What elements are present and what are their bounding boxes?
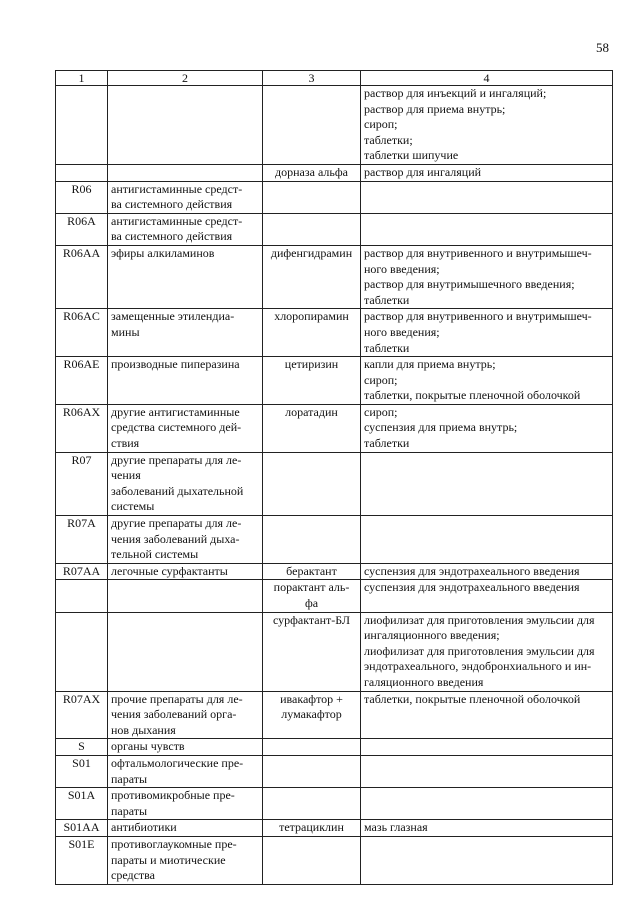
- atc-code-cell: [56, 739, 108, 756]
- cell-text-line: S01AA: [63, 820, 100, 835]
- cell-text-line: таблетки, покрытые пленочной оболочкой: [364, 388, 581, 403]
- cell-text-line: другие антигистаминные: [111, 404, 240, 419]
- cell-text-line: тетрациклин: [279, 820, 344, 835]
- cell-text-line: хлоропирамин: [274, 309, 349, 324]
- cell-text-line: ингаляционного введения;: [364, 628, 500, 643]
- cell-text-line: дифенгидрамин: [270, 245, 353, 260]
- drug-name-cell: [263, 86, 361, 165]
- cell-text-line: офтальмологические пре-: [111, 755, 244, 770]
- cell-text-line: R07AA: [62, 563, 101, 578]
- table-row: [56, 580, 613, 612]
- group-name-cell: [108, 245, 263, 308]
- cell-text-line: мазь глазная: [364, 820, 428, 835]
- group-name-cell: [108, 357, 263, 405]
- group-name-cell: [108, 691, 263, 739]
- drug-name-cell: [263, 213, 361, 245]
- atc-code-cell: [56, 86, 108, 165]
- cell-text-line: чения заболеваний дыха-: [111, 531, 240, 546]
- drug-name-cell: [263, 357, 361, 405]
- cell-text-line: ивакафтор +: [280, 691, 343, 706]
- cell-text-line: противомикробные пре-: [111, 788, 235, 803]
- cell-text-line: чения: [111, 468, 141, 483]
- cell-text-line: R06: [71, 181, 92, 196]
- cell-text-line: R07A: [67, 516, 96, 531]
- atc-code-cell: [56, 563, 108, 580]
- group-name-cell: [108, 404, 263, 452]
- cell-text-line: ва системного действия: [111, 197, 233, 212]
- column-header-1: 1: [56, 71, 108, 86]
- table-row: [56, 612, 613, 691]
- table-row: [56, 452, 613, 515]
- cell-text-line: лиофилизат для приготовления эмульсии для: [364, 643, 595, 658]
- table-row: [56, 181, 613, 213]
- cell-text-line: S: [78, 739, 85, 754]
- cell-text-line: производные пиперазина: [111, 357, 240, 372]
- cell-text-line: раствор для внутримышечного введения;: [364, 277, 575, 292]
- cell-text-line: таблетки, покрытые пленочной оболочкой: [364, 691, 581, 706]
- dosage-form-cell: [361, 213, 613, 245]
- cell-text-line: фа: [304, 596, 319, 610]
- atc-code-cell: [56, 245, 108, 308]
- cell-text-line: ва системного действия: [111, 229, 233, 244]
- group-name-cell: [108, 452, 263, 515]
- dosage-form-cell: [361, 452, 613, 515]
- group-name-cell: [108, 580, 263, 612]
- cell-text-line: S01A: [67, 788, 96, 803]
- atc-code-cell: [56, 404, 108, 452]
- group-name-cell: [108, 820, 263, 837]
- drug-name-cell: [263, 181, 361, 213]
- drug-name-cell: [263, 164, 361, 181]
- cell-text-line: капли для приема внутрь;: [364, 357, 496, 372]
- table-row: [56, 309, 613, 357]
- table-row: [56, 86, 613, 165]
- cell-text-line: галяционного введения: [364, 674, 484, 689]
- cell-text-line: чения заболеваний орга-: [111, 707, 237, 722]
- atc-code-cell: [56, 164, 108, 181]
- cell-text-line: таблетки шипучие: [364, 148, 459, 163]
- cell-text-line: таблетки: [364, 292, 410, 307]
- cell-text-line: параты: [111, 803, 148, 818]
- cell-text-line: дорназа альфа: [275, 164, 348, 179]
- atc-code-cell: [56, 612, 108, 691]
- drug-classification-table: [55, 70, 613, 885]
- drug-name-cell: [263, 788, 361, 820]
- table-row: [56, 563, 613, 580]
- cell-text-line: S01E: [68, 836, 95, 851]
- dosage-form-cell: [361, 309, 613, 357]
- atc-code-cell: [56, 788, 108, 820]
- drug-name-cell: [263, 452, 361, 515]
- table-row: [56, 820, 613, 837]
- group-name-cell: [108, 755, 263, 787]
- group-name-cell: [108, 164, 263, 181]
- cell-text-line: S01: [72, 755, 91, 770]
- cell-text-line: R06A: [67, 213, 96, 228]
- column-header-3: 3: [263, 71, 361, 86]
- table-row: [56, 404, 613, 452]
- dosage-form-cell: [361, 580, 613, 612]
- cell-text-line: лумакафтор: [281, 707, 342, 722]
- table-row: [56, 357, 613, 405]
- cell-text-line: параты и миотические: [111, 852, 226, 867]
- cell-text-line: прочие препараты для ле-: [111, 691, 243, 706]
- cell-text-line: таблетки: [364, 340, 410, 355]
- cell-text-line: антибиотики: [111, 820, 177, 835]
- drug-name-cell: [263, 516, 361, 564]
- cell-text-line: раствор для приема внутрь;: [364, 101, 506, 116]
- table-row: [56, 245, 613, 308]
- cell-text-line: органы чувств: [111, 739, 185, 754]
- atc-code-cell: [56, 755, 108, 787]
- cell-text-line: антигистаминные средст-: [111, 181, 243, 196]
- column-header-2: 2: [108, 71, 263, 86]
- cell-text-line: мины: [111, 324, 140, 339]
- cell-text-line: R07AX: [62, 691, 101, 706]
- cell-text-line: эфиры алкиламинов: [111, 245, 215, 260]
- column-header-4: 4: [361, 71, 613, 86]
- cell-text-line: R06AX: [62, 404, 101, 419]
- cell-text-line: раствор для ингаляций: [364, 164, 482, 179]
- group-name-cell: [108, 86, 263, 165]
- atc-code-cell: [56, 836, 108, 884]
- dosage-form-cell: [361, 245, 613, 308]
- cell-text-line: R07: [71, 452, 92, 467]
- table-row: [56, 516, 613, 564]
- drug-name-cell: [263, 739, 361, 756]
- drug-name-cell: [263, 691, 361, 739]
- cell-text-line: лоратадин: [285, 404, 338, 419]
- cell-text-line: другие препараты для ле-: [111, 516, 242, 531]
- dosage-form-cell: [361, 739, 613, 756]
- cell-text-line: раствор для внутривенного и внутримышеч-: [364, 309, 592, 324]
- drug-name-cell: [263, 820, 361, 837]
- cell-text-line: суспензия для эндотрахеального введения: [364, 580, 580, 595]
- table-row: [56, 739, 613, 756]
- cell-text-line: параты: [111, 771, 148, 786]
- cell-text-line: R06AE: [63, 357, 100, 372]
- drug-name-cell: [263, 580, 361, 612]
- drug-name-cell: [263, 563, 361, 580]
- dosage-form-cell: [361, 755, 613, 787]
- cell-text-line: R06AC: [63, 309, 100, 324]
- atc-code-cell: [56, 357, 108, 405]
- cell-text-line: замещенные этилендиа-: [111, 309, 235, 324]
- table-header-row: [56, 71, 613, 86]
- group-name-cell: [108, 788, 263, 820]
- table-row: [56, 755, 613, 787]
- drug-name-cell: [263, 404, 361, 452]
- cell-text-line: суспензия для эндотрахеального введения: [364, 563, 580, 578]
- dosage-form-cell: [361, 164, 613, 181]
- dosage-form-cell: [361, 357, 613, 405]
- group-name-cell: [108, 612, 263, 691]
- cell-text-line: противоглаукомные пре-: [111, 836, 237, 851]
- cell-text-line: берактант: [286, 563, 337, 578]
- cell-text-line: другие препараты для ле-: [111, 452, 242, 467]
- dosage-form-cell: [361, 86, 613, 165]
- group-name-cell: [108, 516, 263, 564]
- drug-name-cell: [263, 755, 361, 787]
- cell-text-line: раствор для внутривенного и внутримышеч-: [364, 245, 592, 260]
- dosage-form-cell: [361, 404, 613, 452]
- cell-text-line: заболеваний дыхательной: [111, 483, 244, 498]
- table-row: [56, 788, 613, 820]
- table-row: [56, 691, 613, 739]
- cell-text-line: раствор для инъекций и ингаляций;: [364, 86, 547, 100]
- cell-text-line: R06AA: [62, 245, 101, 260]
- group-name-cell: [108, 181, 263, 213]
- atc-code-cell: [56, 309, 108, 357]
- atc-code-cell: [56, 820, 108, 837]
- dosage-form-cell: [361, 836, 613, 884]
- cell-text-line: антигистаминные средст-: [111, 213, 243, 228]
- dosage-form-cell: [361, 516, 613, 564]
- dosage-form-cell: [361, 691, 613, 739]
- dosage-form-cell: [361, 820, 613, 837]
- table-row: [56, 164, 613, 181]
- dosage-form-cell: [361, 788, 613, 820]
- cell-text-line: лиофилизат для приготовления эмульсии для: [364, 612, 595, 627]
- cell-text-line: ного введения;: [364, 261, 440, 276]
- atc-code-cell: [56, 181, 108, 213]
- cell-text-line: средства системного дей-: [111, 420, 242, 435]
- group-name-cell: [108, 309, 263, 357]
- cell-text-line: средства: [111, 868, 156, 883]
- group-name-cell: [108, 836, 263, 884]
- atc-code-cell: [56, 213, 108, 245]
- cell-text-line: ствия: [111, 436, 140, 451]
- group-name-cell: [108, 739, 263, 756]
- table-body: [56, 86, 613, 885]
- atc-code-cell: [56, 580, 108, 612]
- group-name-cell: [108, 563, 263, 580]
- cell-text-line: цетиризин: [284, 357, 339, 372]
- group-name-cell: [108, 213, 263, 245]
- atc-code-cell: [56, 691, 108, 739]
- drug-name-cell: [263, 309, 361, 357]
- atc-code-cell: [56, 516, 108, 564]
- cell-text-line: таблетки: [364, 436, 410, 451]
- page-number: 58: [596, 40, 609, 55]
- cell-text-line: сурфактант-БЛ: [272, 612, 351, 627]
- cell-text-line: легочные сурфактанты: [111, 563, 228, 578]
- cell-text-line: нов дыхания: [111, 722, 176, 737]
- atc-code-cell: [56, 452, 108, 515]
- cell-text-line: сироп;: [364, 404, 398, 419]
- drug-name-cell: [263, 612, 361, 691]
- cell-text-line: сироп;: [364, 117, 398, 132]
- dosage-form-cell: [361, 181, 613, 213]
- cell-text-line: тельной системы: [111, 547, 199, 562]
- cell-text-line: системы: [111, 499, 155, 514]
- cell-text-line: эндотрахеального, эндобронхиального и ин-: [364, 659, 592, 674]
- cell-text-line: сироп;: [364, 372, 398, 387]
- cell-text-line: ного введения;: [364, 324, 440, 339]
- drug-name-cell: [263, 245, 361, 308]
- dosage-form-cell: [361, 612, 613, 691]
- drug-name-cell: [263, 836, 361, 884]
- table-row: [56, 213, 613, 245]
- cell-text-line: суспензия для приема внутрь;: [364, 420, 518, 435]
- cell-text-line: таблетки;: [364, 132, 413, 147]
- dosage-form-cell: [361, 563, 613, 580]
- cell-text-line: порактант аль-: [273, 580, 350, 595]
- table-row: [56, 836, 613, 884]
